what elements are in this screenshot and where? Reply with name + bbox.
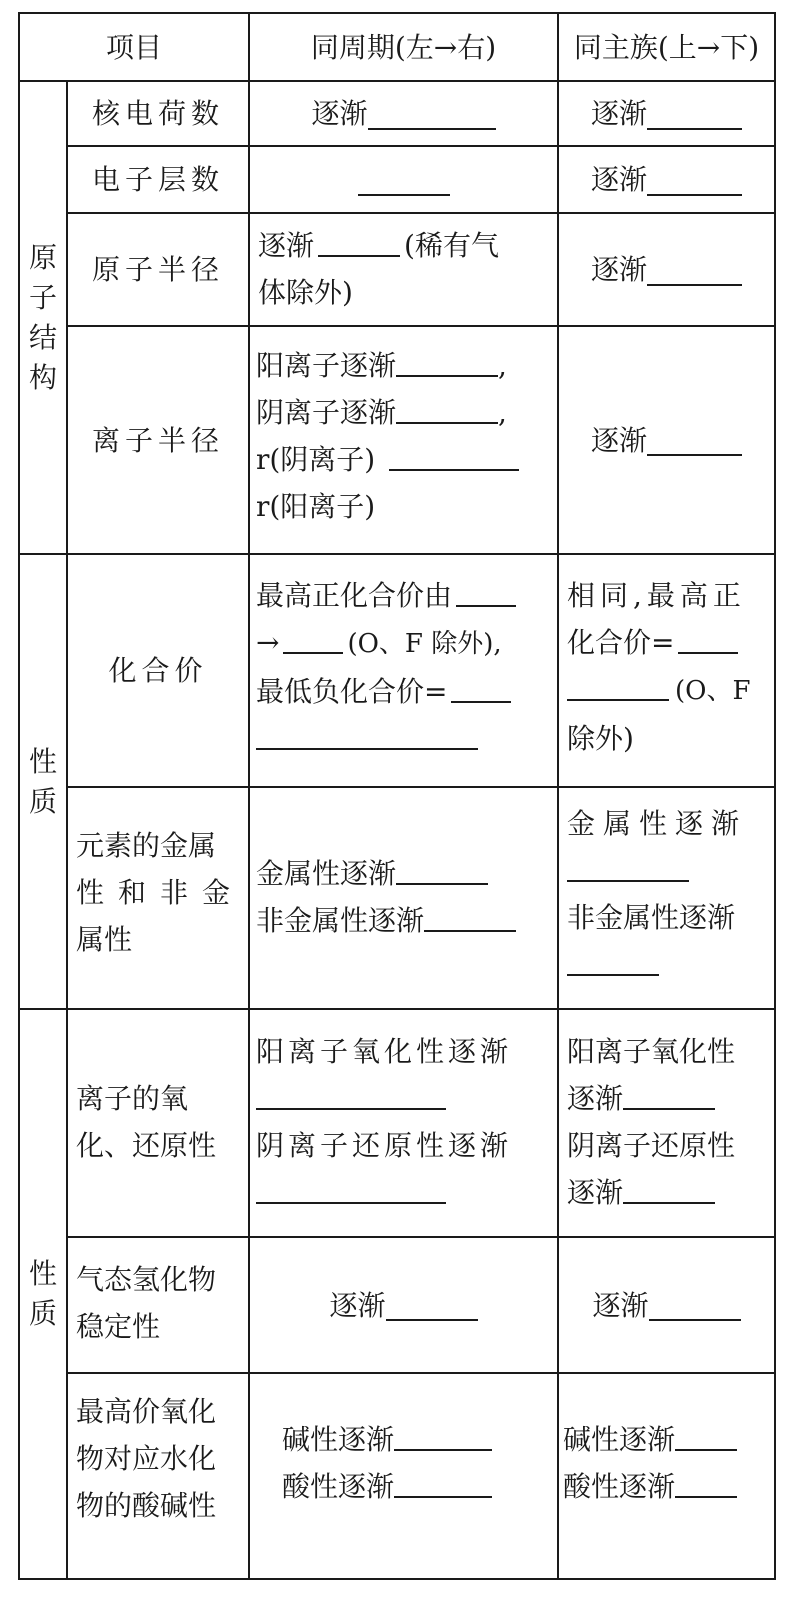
valence-line4	[256, 715, 554, 762]
answer-blank[interactable]	[675, 1466, 737, 1498]
answer-blank[interactable]	[318, 225, 400, 257]
answer-blank[interactable]	[394, 1466, 492, 1498]
acid-base-g1-text: 碱性逐渐	[563, 1423, 676, 1456]
metallic-group-line2	[567, 847, 771, 894]
redox-period-line3	[256, 1122, 554, 1169]
electron-shells-label-text: 电子层数	[91, 163, 224, 196]
valence-p2b-text: (O、F 除外),	[347, 629, 502, 659]
answer-blank[interactable]	[424, 900, 516, 932]
ionic-radius-p3-text: r(阴离子)	[256, 443, 376, 476]
acid-base-label-line1	[76, 1388, 244, 1435]
valence-g3-text: (O、F	[675, 676, 751, 706]
row-nuclear-charge-group	[559, 82, 774, 145]
row-electron-shells-label	[68, 147, 248, 212]
ionic-radius-p2-text: 阴离子逐渐	[256, 396, 397, 429]
nuclear-charge-label-text: 核电荷数	[91, 97, 224, 130]
answer-blank[interactable]	[396, 392, 498, 424]
ionic-radius-p1-text: 阳离子逐渐	[256, 349, 397, 382]
redox-p2-text: 阴离子还原性逐渐	[256, 1129, 513, 1162]
answer-blank[interactable]	[647, 424, 742, 456]
row-valence-period	[256, 572, 554, 782]
acid-base-label-2: 物对应水化	[76, 1442, 217, 1475]
row-valence-label	[68, 555, 248, 786]
acid-base-p2-text: 酸性逐渐	[282, 1470, 395, 1503]
redox-label-line2	[76, 1122, 244, 1169]
header-group-text: 同主族(上→下)	[573, 30, 760, 64]
redox-label-1: 离子的氧	[76, 1082, 189, 1115]
answer-blank[interactable]	[623, 1078, 715, 1110]
redox-group-line4	[567, 1169, 771, 1216]
atomic-radius-period-line2	[258, 269, 553, 316]
acid-base-group-line2	[563, 1463, 771, 1510]
row-nuclear-charge-label	[68, 82, 248, 145]
row-ionic-radius-period	[256, 342, 554, 542]
answer-blank[interactable]	[386, 1289, 478, 1321]
header-group	[559, 14, 774, 80]
ionic-radius-p4-text: r(阳离子)	[256, 490, 376, 523]
answer-blank[interactable]	[368, 98, 496, 130]
valence-p3-text: 最低负化合价=	[256, 675, 448, 708]
acid-base-group-line1	[563, 1416, 771, 1463]
header-period	[250, 14, 557, 80]
valence-line3	[256, 668, 554, 715]
acid-base-period-line2	[282, 1463, 552, 1510]
atomic-radius-label-text: 原子半径	[91, 253, 224, 286]
border-right	[774, 12, 776, 1580]
answer-blank[interactable]	[256, 1078, 446, 1110]
valence-group-line2	[567, 619, 771, 666]
metallic-period-line1	[256, 850, 554, 897]
answer-blank[interactable]	[394, 1419, 492, 1451]
row-nuclear-charge-period	[250, 82, 557, 145]
ionic-radius-group-text: 逐渐	[590, 423, 647, 457]
group-atomic-structure	[20, 82, 66, 553]
ionic-radius-line3	[256, 436, 554, 483]
group-properties-2	[20, 1010, 66, 1578]
answer-blank[interactable]	[675, 1419, 737, 1451]
valence-g4-text: 除外)	[567, 722, 634, 755]
border-bottom	[18, 1578, 776, 1580]
answer-blank[interactable]	[358, 164, 450, 196]
row-acid-base-period	[282, 1416, 552, 1516]
row-redox-label	[76, 1075, 244, 1175]
redox-g4-text: 逐渐	[567, 1176, 624, 1209]
atomic-radius-group-text: 逐渐	[590, 253, 647, 286]
valence-line1	[256, 572, 554, 619]
answer-blank[interactable]	[451, 671, 511, 703]
group-properties-1-text: 性质	[28, 744, 57, 818]
answer-blank[interactable]	[396, 345, 498, 377]
atomic-radius-period-text-b: (稀有气	[404, 229, 499, 262]
ionic-radius-line1	[256, 342, 554, 389]
answer-blank[interactable]	[567, 669, 669, 701]
answer-blank[interactable]	[389, 439, 519, 471]
redox-group-line2	[567, 1075, 771, 1122]
acid-base-period-line1	[282, 1416, 552, 1463]
nuclear-charge-group-text: 逐渐	[590, 97, 647, 130]
redox-period-line1	[256, 1028, 554, 1075]
answer-blank[interactable]	[647, 254, 742, 286]
redox-group-line1	[567, 1028, 771, 1075]
hydride-group-text: 逐渐	[592, 1288, 649, 1322]
row-hydride-label	[76, 1256, 244, 1356]
atomic-radius-period-text-a: 逐渐	[258, 229, 315, 262]
valence-group-line4	[567, 715, 771, 762]
valence-arrow: →	[256, 626, 280, 659]
valence-g1-text: 相同,最高正	[567, 579, 746, 612]
row-acid-base-label	[76, 1388, 244, 1538]
metallic-p2-text: 非金属性逐渐	[256, 904, 425, 937]
valence-label-text: 化合价	[108, 654, 208, 687]
header-period-text: 同周期(左→右)	[310, 30, 497, 64]
group-properties-2-text: 性质	[28, 1257, 57, 1330]
redox-g3-text: 阴离子还原性	[567, 1129, 736, 1162]
metallic-period-line2	[256, 897, 554, 944]
acid-base-label-3: 物的酸碱性	[76, 1489, 217, 1522]
row-metallic-period	[256, 850, 554, 950]
metallic-label-1: 元素的金属	[76, 829, 217, 862]
metallic-label-line3	[76, 916, 244, 963]
row-atomic-radius-period	[258, 222, 553, 322]
metallic-group-line3	[567, 894, 771, 941]
valence-p1-text: 最高正化合价由	[256, 579, 453, 612]
row-electron-shells-period	[250, 147, 557, 212]
acid-base-p1-text: 碱性逐渐	[282, 1423, 395, 1456]
metallic-group-line1	[567, 800, 771, 847]
valence-line2	[256, 619, 554, 668]
redox-period-line4	[256, 1169, 554, 1216]
row-metallic-group	[567, 800, 771, 1000]
nuclear-charge-period-text: 逐渐	[311, 97, 368, 130]
row-redox-period	[256, 1028, 554, 1228]
rule-group2	[18, 1008, 776, 1010]
ionic-radius-p2-end: ,	[498, 396, 507, 429]
valence-group-line1	[567, 572, 771, 619]
metallic-label-3: 属性	[76, 923, 133, 956]
metallic-p1-text: 金属性逐渐	[256, 857, 397, 890]
answer-blank[interactable]	[456, 575, 516, 607]
redox-p1-text: 阳离子氧化性逐渐	[256, 1035, 513, 1068]
metallic-g1-text: 金属性逐渐	[567, 807, 748, 840]
metallic-g2-text: 非金属性逐渐	[567, 901, 736, 934]
redox-g2-text: 逐渐	[567, 1082, 624, 1115]
hydride-label-2: 稳定性	[76, 1310, 161, 1343]
acid-base-g2-text: 酸性逐渐	[563, 1470, 676, 1503]
answer-blank[interactable]	[647, 164, 742, 196]
acid-base-label-line2	[76, 1435, 244, 1482]
ionic-radius-p1-end: ,	[498, 349, 507, 382]
row-hydride-period	[250, 1238, 557, 1372]
row-metallic-label	[76, 822, 244, 972]
ionic-radius-label-text: 离子半径	[91, 423, 224, 457]
acid-base-label-1: 最高价氧化	[76, 1395, 217, 1428]
answer-blank[interactable]	[567, 944, 659, 976]
row-valence-group	[567, 572, 771, 782]
atomic-radius-period-line1	[258, 222, 553, 269]
answer-blank[interactable]	[567, 850, 689, 882]
row-ionic-radius-group	[559, 327, 774, 553]
atomic-radius-period-text-c: 体除外)	[258, 276, 353, 309]
row-ionic-radius-label	[68, 327, 248, 553]
rule-r5	[66, 786, 776, 788]
valence-group-line3	[567, 666, 771, 715]
group-properties-1	[20, 555, 66, 1008]
row-atomic-radius-group	[559, 214, 774, 325]
answer-blank[interactable]	[256, 718, 478, 750]
group-atomic-structure-text: 原子结构	[28, 240, 57, 394]
row-atomic-radius-label	[68, 214, 248, 325]
row-acid-base-group	[563, 1416, 771, 1516]
hydride-label-line1	[76, 1256, 244, 1303]
hydride-label-1: 气态氢化物	[76, 1263, 217, 1296]
acid-base-label-line3	[76, 1482, 244, 1529]
redox-label-2: 化、还原性	[76, 1129, 217, 1162]
redox-g1-text: 阳离子氧化性	[567, 1035, 736, 1068]
rule-r8	[66, 1372, 776, 1374]
row-hydride-group	[559, 1238, 774, 1372]
header-item	[20, 14, 248, 80]
row-electron-shells-group	[559, 147, 774, 212]
redox-group-line3	[567, 1122, 771, 1169]
metallic-group-line4	[567, 941, 771, 988]
electron-shells-group-text: 逐渐	[590, 163, 647, 196]
answer-blank[interactable]	[396, 853, 488, 885]
ionic-radius-line2	[256, 389, 554, 436]
hydride-label-line2	[76, 1303, 244, 1350]
redox-period-line2	[256, 1075, 554, 1122]
metallic-label-line2	[76, 869, 244, 916]
hydride-period-text: 逐渐	[329, 1288, 386, 1322]
answer-blank[interactable]	[647, 98, 742, 130]
ionic-radius-line4	[256, 483, 554, 530]
metallic-label-line1	[76, 822, 244, 869]
redox-label-line1	[76, 1075, 244, 1122]
valence-g2-text: 化合价=	[567, 626, 675, 659]
row-redox-group	[567, 1028, 771, 1228]
answer-blank[interactable]	[678, 622, 738, 654]
header-item-text: 项目	[105, 30, 162, 64]
answer-blank[interactable]	[283, 622, 343, 654]
answer-blank[interactable]	[256, 1172, 446, 1204]
answer-blank[interactable]	[623, 1172, 715, 1204]
answer-blank[interactable]	[649, 1289, 741, 1321]
metallic-label-2: 性和非金	[76, 876, 245, 909]
